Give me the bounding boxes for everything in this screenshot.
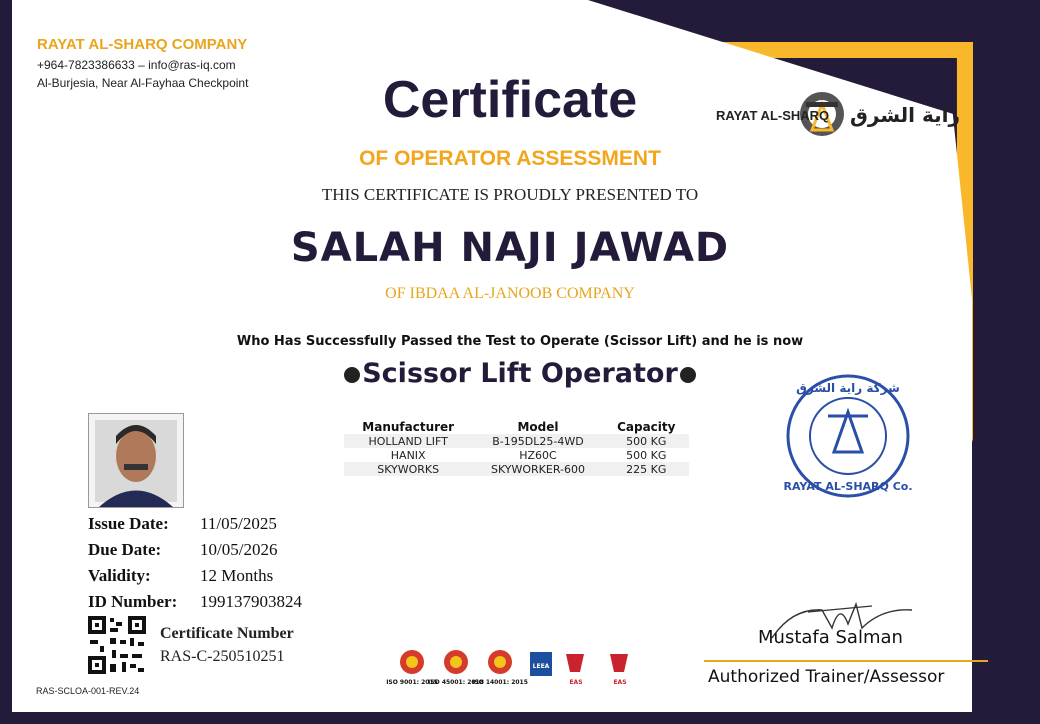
table-header: Model	[517, 420, 559, 434]
issue-date-row	[88, 514, 169, 534]
due-date-label: Due Date:	[88, 540, 162, 559]
company-logo	[714, 84, 961, 154]
oil-derrick-icon	[828, 412, 868, 452]
table-cell: 500 KG	[626, 448, 667, 462]
bullet-icon	[344, 367, 360, 383]
signer-name: Mustafa Salman	[758, 627, 903, 648]
recipient-name: SALAH NAJI JAWAD	[290, 225, 730, 271]
table-cell: B-195DL25-4WD	[472, 434, 603, 448]
company-name: RAYAT AL-SHARQ COMPANY	[37, 36, 248, 53]
table-cell: HOLLAND LIFT	[344, 434, 472, 448]
company-address: Al-Burjesia, Near Al-Fayhaa Checkpoint	[37, 76, 249, 90]
logo-text-ar: راية الشرق	[850, 103, 961, 127]
due-date-row	[88, 540, 161, 560]
certificate-number-value: RAS-C-250510251	[160, 648, 285, 665]
logo-text-en: RAYAT AL-SHARQ	[716, 108, 830, 123]
role-text: Scissor Lift Operator	[362, 358, 678, 389]
certificate-number-label: Certificate Number	[160, 625, 294, 642]
stamp-text-ar: شركة راية الشرق	[796, 381, 900, 395]
equipment-table	[344, 420, 689, 476]
stamp-text-en: RAYAT AL-SHARQ Co.	[783, 480, 913, 493]
company-stamp	[784, 372, 912, 500]
validity-value: 12 Months	[200, 566, 274, 585]
table-cell: 225 KG	[604, 462, 689, 476]
id-number-value: 199137903824	[200, 592, 302, 611]
issue-date-value: 11/05/2025	[200, 514, 277, 533]
certificate-title: Certificate	[382, 71, 638, 129]
badge-label: EAS	[569, 679, 583, 686]
signer-title: Authorized Trainer/Assessor	[708, 667, 945, 687]
certificate-subtitle: OF OPERATOR ASSESSMENT	[359, 147, 661, 170]
table-cell: HZ60C	[519, 448, 557, 462]
validity-label: Validity:	[88, 566, 151, 585]
table-header: Capacity	[617, 420, 676, 434]
recipient-company: OF IBDAA AL-JANOOB COMPANY	[385, 285, 635, 302]
table-cell: HANIX	[390, 448, 426, 462]
table-cell: SKYWORKS	[344, 462, 472, 476]
validity-row	[88, 566, 151, 586]
bullet-icon	[680, 367, 696, 383]
signature-line	[704, 660, 988, 662]
badge-label: LEEA	[532, 663, 550, 670]
leea-badge-icon	[530, 652, 552, 676]
eas-badge-icon	[610, 654, 628, 686]
badge-label: ISO 9001: 2015	[386, 679, 438, 686]
badge-label: EAS	[613, 679, 627, 686]
badge-label: ISO 14001: 2015	[472, 679, 528, 686]
table-row	[344, 448, 689, 462]
presented-to-text: THIS CERTIFICATE IS PROUDLY PRESENTED TO	[321, 185, 699, 204]
table-row	[344, 462, 689, 476]
iso-14001-badge-icon	[472, 650, 528, 686]
accreditation-badges	[386, 648, 644, 700]
table-cell: SKYWORKER-600	[472, 462, 603, 476]
qr-code-icon	[86, 614, 148, 676]
revision-code: RAS-SCLOA-001-REV.24	[36, 686, 140, 696]
due-date-value: 10/05/2026	[200, 540, 278, 559]
badge-label: ISO 45001: 2018	[428, 679, 484, 686]
table-cell: 500 KG	[604, 434, 689, 448]
company-contact: +964-7823386633 – info@ras-iq.com	[37, 58, 236, 72]
statement-text: Who Has Successfully Passed the Test to Operate (Scissor Lift) and he is now	[236, 334, 804, 349]
table-header: Manufacturer	[362, 420, 455, 434]
table-row	[344, 434, 689, 448]
id-number-label: ID Number:	[88, 592, 178, 611]
eas-badge-icon	[566, 654, 584, 686]
recipient-photo	[88, 413, 184, 508]
id-number-row	[88, 592, 177, 612]
issue-date-label: Issue Date:	[88, 514, 169, 533]
